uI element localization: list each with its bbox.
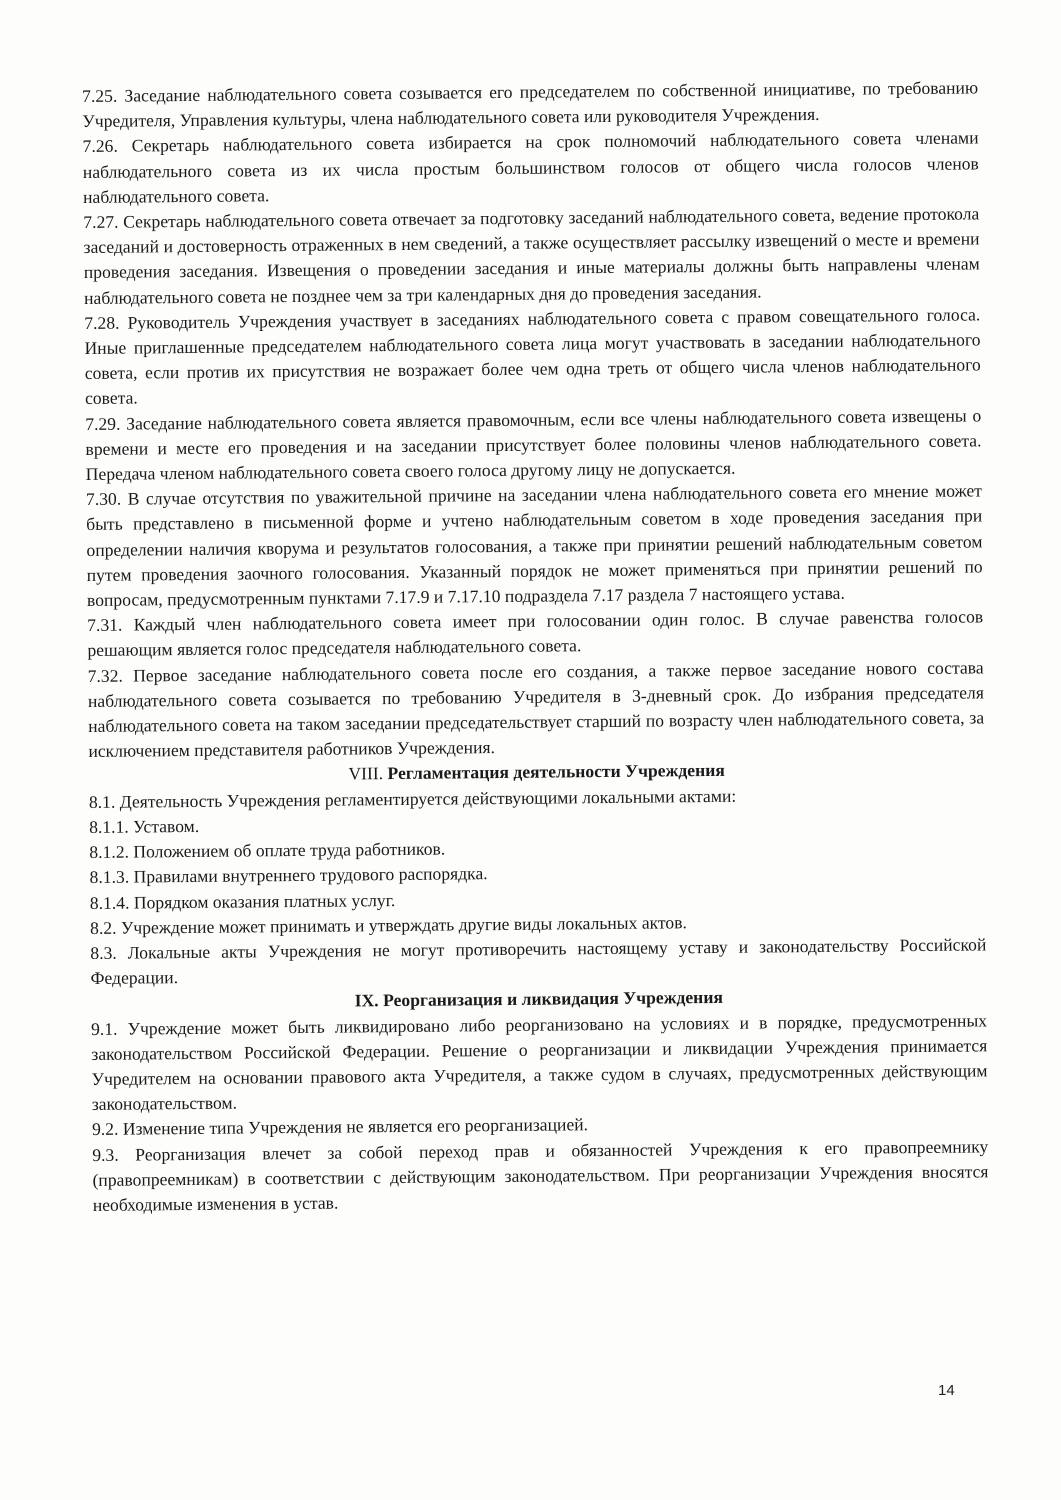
paragraph-7-25: 7.25. Заседание наблюдательного совета созывается его председателем по собственной инициативе, по требованию Учредителя, Управления культуры, члена наблюдательного совета или руководителя Учреждения. bbox=[82, 77, 979, 132]
paragraph-8-2: 8.2. Учреждение может принимать и утверждать другие виды локальных актов. bbox=[90, 911, 687, 938]
paragraph-7-28: 7.28. Руководитель Учреждения участвует в заседаниях наблюдательного совета с правом совещательного голоса. Иные приглашенные председателем наблюдательного совета лица могут участвовать в заседании наблюдательного совета, если против их присутствия не возражает более чем одна треть от общего числа членов наблюдательного совета. bbox=[84, 304, 981, 409]
paragraph-7-26: 7.26. Секретарь наблюдательного совета избирается на срок полномочий наблюдательного совета членами наблюдательного совета из их числа простым большинством голосов от общего числа голосов членов наблюдательного совета. bbox=[82, 127, 979, 207]
paragraph-8-1-3: 8.1.3. Правилами внутреннего трудового распорядка. bbox=[89, 863, 488, 888]
document-body bbox=[82, 75, 989, 1218]
paragraph-7-29: 7.29. Заседание наблюдательного совета является правомочным, если все члены наблюдательного совета извещены о времени и месте его проведения и на заседании присутствует более половины членов наблюдательного совета. Передача членом наблюдательного совета своего голоса другому лицу не допускается. bbox=[85, 405, 982, 485]
paragraph-7-32: 7.32. Первое заседание наблюдательного совета после его создания, а также первое заседание нового состава наблюдательного совета созывается по требованию Учредителя в 3-дневный срок. До избрания председателя наблюдательного совета на таком заседании председательствует старший по возрасту член наблюдательного совета, за исключением представителя работников Учреждения. bbox=[87, 657, 985, 762]
paragraph-8-3: 8.3. Локальные акты Учреждения не могут противоречить настоящему уставу и законодательству Российской Федерации. bbox=[90, 934, 987, 989]
section-heading-9: IX. Реорганизация и ликвидация Учреждения bbox=[354, 987, 724, 1011]
paragraph-9-3: 9.3. Реорганизация влечет за собой переход прав и обязанностей Учреждения к его правопреемнику (правопреемникам) в соответствии с действующим законодательством. При реорганизации Учреждения вносятся необходимые изменения в устав. bbox=[92, 1135, 989, 1215]
paragraph-8-1-4: 8.1.4. Порядком оказания платных услуг. bbox=[89, 889, 396, 913]
paragraph-9-2: 9.2. Изменение типа Учреждения не является его реорганизацией. bbox=[91, 1114, 589, 1140]
paragraph-7-30: 7.30. В случае отсутствия по уважительной причине на заседании члена наблюдательного совета его мнение может быть представлено в письменной форме и учтено наблюдательным советом в ходе проведения заседания при определении наличия кворума и результатов голосования, а также при принятии решений наблюдательным советом путем проведения заочного голосования. Указанный порядок не может применяться при принятии решений по вопросам, предусмотренным пунктами 7.17.9 и 7.17.10 подраздела 7.17 раздела 7 настоящего устава. bbox=[85, 480, 983, 611]
page-number: 14 bbox=[938, 1382, 955, 1399]
paragraph-7-27: 7.27. Секретарь наблюдательного совета отвечает за подготовку заседаний наблюдательного совета, ведение протокола заседаний и достоверность отраженных в нем сведений, а также осуществляет рассылку извещений о месте и времени проведения заседания. Извещения о проведении заседания и иные материалы должны быть направлены членам наблюдательного совета не позднее чем за три календарных дня до проведения заседания. bbox=[83, 203, 980, 308]
paragraph-8-1: 8.1. Деятельность Учреждения регламентируется действующими локальными актами: bbox=[88, 785, 737, 812]
paragraph-8-1-1: 8.1.1. Уставом. bbox=[89, 815, 200, 837]
paragraph-8-1-2: 8.1.2. Положением об оплате труда работников. bbox=[89, 838, 446, 863]
section-heading-8-numeral: VIII. bbox=[348, 763, 384, 784]
paragraph-9-1: 9.1. Учреждение может быть ликвидировано либо реорганизовано на условиях и в порядке, предусмотренных законодательством Российской Федерации. Решение о реорганизации и ликвидации Учреждения принимается Учредителем на основании правового акта Учредителя, а также судом в случаях, предусмотренных действующим законодательством. bbox=[90, 1009, 988, 1115]
paragraph-7-31: 7.31. Каждый член наблюдательного совета имеет при голосовании один голос. В случае равенства голосов решающим является голос председателя наблюдательного совета. bbox=[87, 606, 984, 661]
section-heading-8-text: Регламентация деятельности Учреждения bbox=[387, 760, 725, 784]
